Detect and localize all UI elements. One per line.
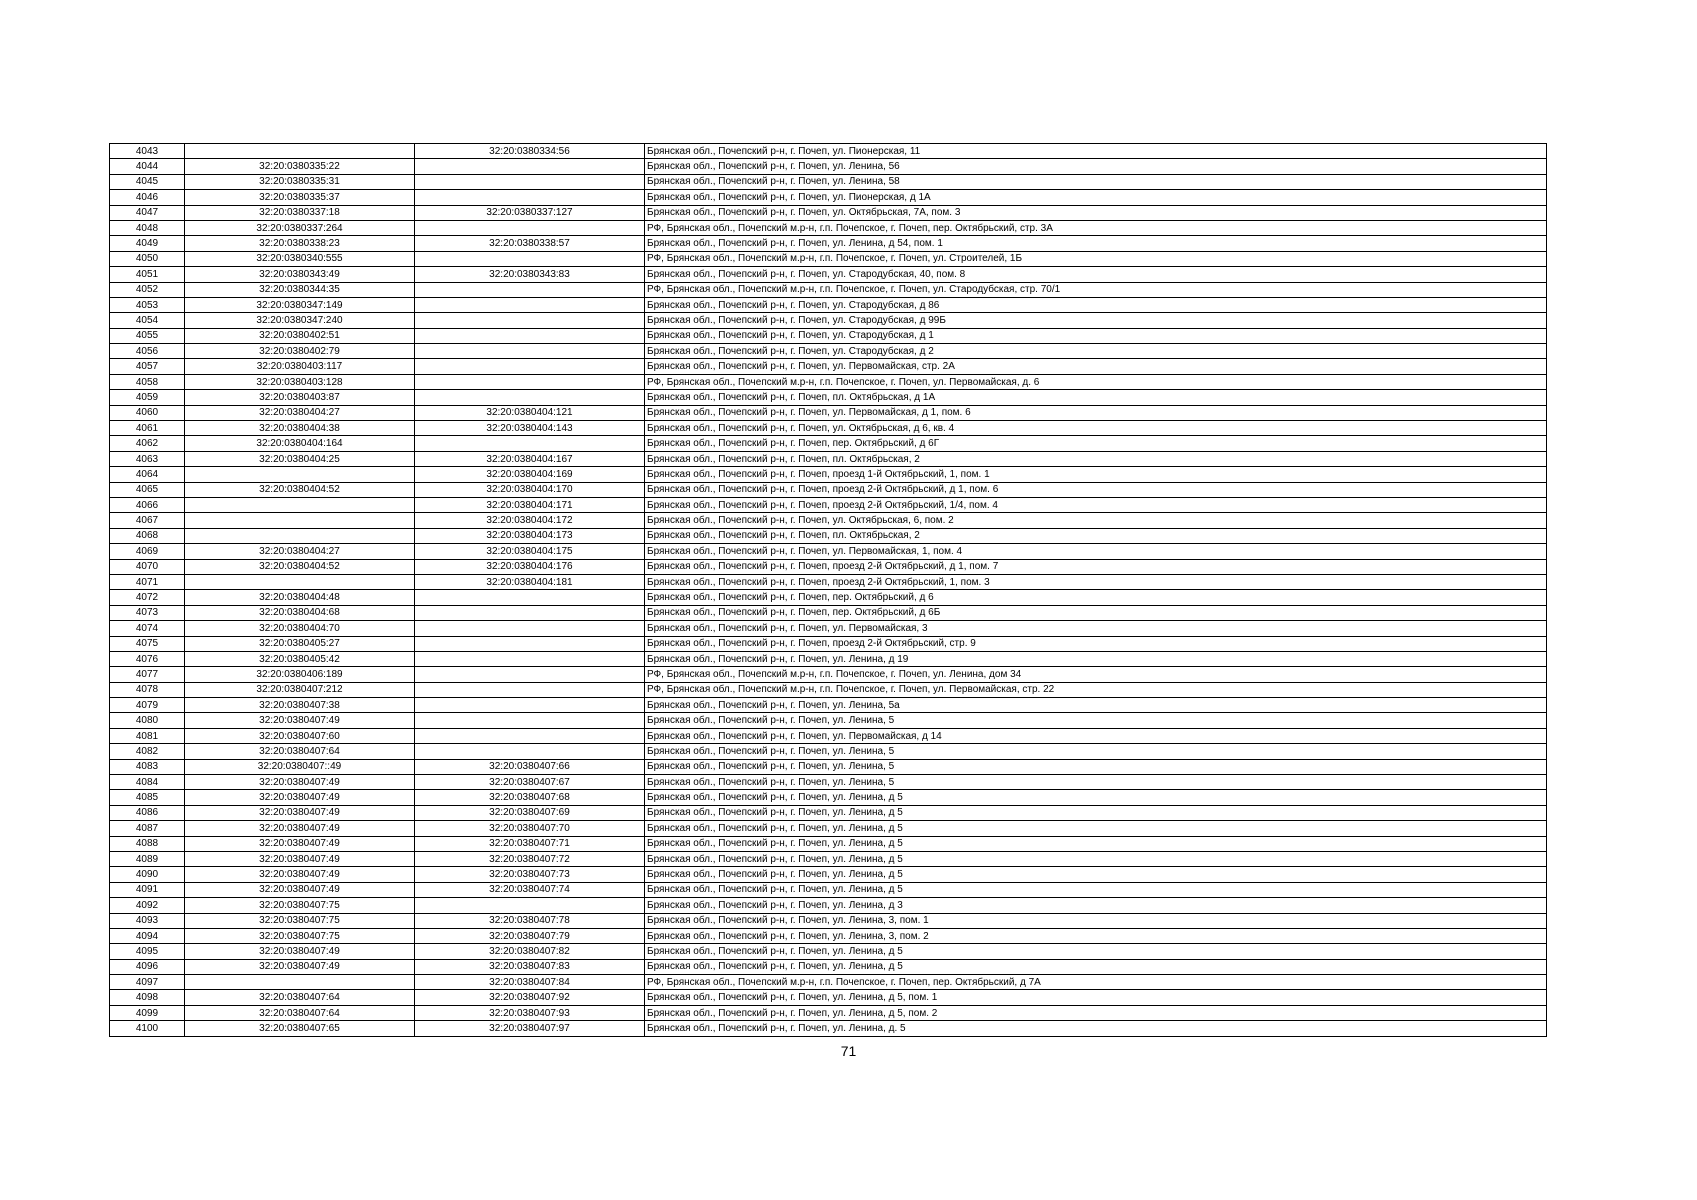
- object-cadastral-number-cell: [415, 344, 645, 359]
- object-cadastral-number-cell: [415, 297, 645, 312]
- table-row: [110, 267, 1547, 282]
- address-cell: РФ, Брянская обл., Почепский м.р-н, г.п. Почепское, г. Почеп, ул. Строителей, 1Б: [645, 251, 1547, 266]
- object-cadastral-number-cell: 32:20:0380407:79: [415, 928, 645, 943]
- row-number-cell: 4059: [110, 390, 185, 405]
- address-cell: Брянская обл., Почепский р-н, г. Почеп, пер. Октябрьский, д 6Б: [645, 605, 1547, 620]
- row-number-cell: 4060: [110, 405, 185, 420]
- object-cadastral-number-cell: 32:20:0380404:143: [415, 421, 645, 436]
- row-number-cell: 4065: [110, 482, 185, 497]
- table-row: [110, 790, 1547, 805]
- address-cell: Брянская обл., Почепский р-н, г. Почеп, ул. Стародубская, д 99Б: [645, 313, 1547, 328]
- address-cell: Брянская обл., Почепский р-н, г. Почеп, ул. Ленина, 5: [645, 775, 1547, 790]
- row-number-cell: 4096: [110, 959, 185, 974]
- object-cadastral-number-cell: 32:20:0380407:92: [415, 990, 645, 1005]
- row-number-cell: 4090: [110, 867, 185, 882]
- land-cadastral-number-cell: 32:20:0380407:49: [185, 959, 415, 974]
- table-row: [110, 236, 1547, 251]
- land-cadastral-number-cell: 32:20:0380403:117: [185, 359, 415, 374]
- land-cadastral-number-cell: 32:20:0380407:60: [185, 728, 415, 743]
- land-cadastral-number-cell: 32:20:0380407:49: [185, 713, 415, 728]
- table-row: [110, 805, 1547, 820]
- table-row: [110, 344, 1547, 359]
- address-cell: Брянская обл., Почепский р-н, г. Почеп, ул. Ленина, д 5: [645, 959, 1547, 974]
- land-cadastral-number-cell: 32:20:0380405:42: [185, 651, 415, 666]
- land-cadastral-number-cell: 32:20:0380404:25: [185, 451, 415, 466]
- row-number-cell: 4075: [110, 636, 185, 651]
- row-number-cell: 4067: [110, 513, 185, 528]
- row-number-cell: 4071: [110, 574, 185, 589]
- object-cadastral-number-cell: [415, 359, 645, 374]
- table-row: [110, 559, 1547, 574]
- address-cell: Брянская обл., Почепский р-н, г. Почеп, пер. Октябрьский, д 6Г: [645, 436, 1547, 451]
- land-cadastral-number-cell: 32:20:0380337:18: [185, 205, 415, 220]
- row-number-cell: 4044: [110, 159, 185, 174]
- land-cadastral-number-cell: [185, 975, 415, 990]
- object-cadastral-number-cell: 32:20:0380343:83: [415, 267, 645, 282]
- table-row: [110, 744, 1547, 759]
- object-cadastral-number-cell: 32:20:0380407:67: [415, 775, 645, 790]
- address-cell: Брянская обл., Почепский р-н, г. Почеп, ул. Стародубская, д 2: [645, 344, 1547, 359]
- address-cell: Брянская обл., Почепский р-н, г. Почеп, ул. Ленина, д 5: [645, 882, 1547, 897]
- address-cell: Брянская обл., Почепский р-н, г. Почеп, ул. Первомайская, 1, пом. 4: [645, 544, 1547, 559]
- row-number-cell: 4056: [110, 344, 185, 359]
- address-cell: Брянская обл., Почепский р-н, г. Почеп, ул. Ленина, д 3: [645, 898, 1547, 913]
- land-cadastral-number-cell: 32:20:0380404:164: [185, 436, 415, 451]
- table-row: [110, 297, 1547, 312]
- object-cadastral-number-cell: [415, 328, 645, 343]
- address-cell: РФ, Брянская обл., Почепский м.р-н, г.п. Почепское, г. Почеп, пер. Октябрьский, д 7А: [645, 975, 1547, 990]
- table-row: [110, 621, 1547, 636]
- table-row: [110, 436, 1547, 451]
- row-number-cell: 4061: [110, 421, 185, 436]
- object-cadastral-number-cell: 32:20:0380338:57: [415, 236, 645, 251]
- row-number-cell: 4058: [110, 374, 185, 389]
- row-number-cell: 4076: [110, 651, 185, 666]
- object-cadastral-number-cell: 32:20:0380407:70: [415, 821, 645, 836]
- table-row: [110, 544, 1547, 559]
- table-row: [110, 451, 1547, 466]
- row-number-cell: 4057: [110, 359, 185, 374]
- table-row: [110, 467, 1547, 482]
- address-cell: Брянская обл., Почепский р-н, г. Почеп, пл. Октябрьская, 2: [645, 451, 1547, 466]
- object-cadastral-number-cell: 32:20:0380407:84: [415, 975, 645, 990]
- address-cell: Брянская обл., Почепский р-н, г. Почеп, проезд 2-й Октябрьский, 1/4, пом. 4: [645, 497, 1547, 512]
- object-cadastral-number-cell: 32:20:0380404:181: [415, 574, 645, 589]
- table-row: [110, 605, 1547, 620]
- row-number-cell: 4066: [110, 497, 185, 512]
- land-cadastral-number-cell: [185, 144, 415, 159]
- row-number-cell: 4046: [110, 190, 185, 205]
- row-number-cell: 4085: [110, 790, 185, 805]
- object-cadastral-number-cell: 32:20:0380407:66: [415, 759, 645, 774]
- address-cell: Брянская обл., Почепский р-н, г. Почеп, ул. Ленина, 5а: [645, 698, 1547, 713]
- object-cadastral-number-cell: 32:20:0380407:74: [415, 882, 645, 897]
- address-cell: Брянская обл., Почепский р-н, г. Почеп, ул. Ленина, 5: [645, 744, 1547, 759]
- row-number-cell: 4098: [110, 990, 185, 1005]
- row-number-cell: 4082: [110, 744, 185, 759]
- table-row: [110, 836, 1547, 851]
- table-row: [110, 851, 1547, 866]
- object-cadastral-number-cell: 32:20:0380404:170: [415, 482, 645, 497]
- address-cell: Брянская обл., Почепский р-н, г. Почеп, ул. Ленина, д 5: [645, 851, 1547, 866]
- table-row: [110, 144, 1547, 159]
- row-number-cell: 4081: [110, 728, 185, 743]
- address-cell: Брянская обл., Почепский р-н, г. Почеп, проезд 2-й Октябрьский, д 1, пом. 7: [645, 559, 1547, 574]
- land-cadastral-number-cell: 32:20:0380404:27: [185, 405, 415, 420]
- table-row: [110, 759, 1547, 774]
- land-cadastral-number-cell: 32:20:0380407:38: [185, 698, 415, 713]
- object-cadastral-number-cell: [415, 174, 645, 189]
- table-row: [110, 574, 1547, 589]
- land-cadastral-number-cell: 32:20:0380407:64: [185, 990, 415, 1005]
- address-cell: Брянская обл., Почепский р-н, г. Почеп, ул. Стародубская, 40, пом. 8: [645, 267, 1547, 282]
- address-cell: РФ, Брянская обл., Почепский м.р-н, г.п. Почепское, г. Почеп, ул. Первомайская, д. 6: [645, 374, 1547, 389]
- land-cadastral-number-cell: 32:20:0380335:37: [185, 190, 415, 205]
- table-row: [110, 959, 1547, 974]
- table-row: [110, 913, 1547, 928]
- row-number-cell: 4078: [110, 682, 185, 697]
- land-cadastral-number-cell: 32:20:0380407:75: [185, 898, 415, 913]
- land-cadastral-number-cell: 32:20:0380403:128: [185, 374, 415, 389]
- land-cadastral-number-cell: 32:20:0380407:49: [185, 775, 415, 790]
- row-number-cell: 4054: [110, 313, 185, 328]
- row-number-cell: 4099: [110, 1005, 185, 1020]
- object-cadastral-number-cell: 32:20:0380404:172: [415, 513, 645, 528]
- object-cadastral-number-cell: [415, 436, 645, 451]
- row-number-cell: 4094: [110, 928, 185, 943]
- object-cadastral-number-cell: [415, 744, 645, 759]
- land-cadastral-number-cell: 32:20:0380403:87: [185, 390, 415, 405]
- land-cadastral-number-cell: 32:20:0380407:49: [185, 867, 415, 882]
- table-row: [110, 328, 1547, 343]
- table-row: [110, 590, 1547, 605]
- row-number-cell: 4093: [110, 913, 185, 928]
- table-row: [110, 174, 1547, 189]
- land-cadastral-number-cell: 32:20:0380407:49: [185, 882, 415, 897]
- object-cadastral-number-cell: [415, 282, 645, 297]
- row-number-cell: 4086: [110, 805, 185, 820]
- row-number-cell: 4050: [110, 251, 185, 266]
- table-row: [110, 636, 1547, 651]
- object-cadastral-number-cell: 32:20:0380407:69: [415, 805, 645, 820]
- land-cadastral-number-cell: 32:20:0380407:212: [185, 682, 415, 697]
- table-row: [110, 698, 1547, 713]
- land-cadastral-number-cell: 32:20:0380347:240: [185, 313, 415, 328]
- address-cell: Брянская обл., Почепский р-н, г. Почеп, пл. Октябрьская, 2: [645, 528, 1547, 543]
- address-cell: РФ, Брянская обл., Почепский м.р-н, г.п. Почепское, г. Почеп, ул. Первомайская, стр. 22: [645, 682, 1547, 697]
- address-cell: Брянская обл., Почепский р-н, г. Почеп, ул. Первомайская, д 14: [645, 728, 1547, 743]
- row-number-cell: 4070: [110, 559, 185, 574]
- row-number-cell: 4051: [110, 267, 185, 282]
- land-cadastral-number-cell: 32:20:0380404:52: [185, 559, 415, 574]
- land-cadastral-number-cell: 32:20:0380344:35: [185, 282, 415, 297]
- object-cadastral-number-cell: [415, 374, 645, 389]
- table-row: [110, 359, 1547, 374]
- table-row: [110, 990, 1547, 1005]
- object-cadastral-number-cell: 32:20:0380404:175: [415, 544, 645, 559]
- table-row: [110, 928, 1547, 943]
- object-cadastral-number-cell: [415, 621, 645, 636]
- table-row: [110, 405, 1547, 420]
- address-cell: Брянская обл., Почепский р-н, г. Почеп, ул. Октябрьская, д 6, кв. 4: [645, 421, 1547, 436]
- object-cadastral-number-cell: [415, 590, 645, 605]
- address-cell: Брянская обл., Почепский р-н, г. Почеп, ул. Ленина, 58: [645, 174, 1547, 189]
- table-row: [110, 713, 1547, 728]
- table-row: [110, 882, 1547, 897]
- table-row: [110, 528, 1547, 543]
- object-cadastral-number-cell: [415, 713, 645, 728]
- address-cell: Брянская обл., Почепский р-н, г. Почеп, ул. Октябрьская, 6, пом. 2: [645, 513, 1547, 528]
- land-cadastral-number-cell: 32:20:0380347:149: [185, 297, 415, 312]
- row-number-cell: 4080: [110, 713, 185, 728]
- address-cell: Брянская обл., Почепский р-н, г. Почеп, проезд 2-й Октябрьский, д 1, пом. 6: [645, 482, 1547, 497]
- address-cell: Брянская обл., Почепский р-н, г. Почеп, ул. Пионерская, д 1А: [645, 190, 1547, 205]
- land-cadastral-number-cell: 32:20:0380404:68: [185, 605, 415, 620]
- object-cadastral-number-cell: [415, 682, 645, 697]
- object-cadastral-number-cell: 32:20:0380407:93: [415, 1005, 645, 1020]
- object-cadastral-number-cell: 32:20:0380404:176: [415, 559, 645, 574]
- object-cadastral-number-cell: [415, 159, 645, 174]
- address-cell: Брянская обл., Почепский р-н, г. Почеп, ул. Ленина, д 5: [645, 805, 1547, 820]
- land-cadastral-number-cell: 32:20:0380337:264: [185, 220, 415, 235]
- land-cadastral-number-cell: [185, 467, 415, 482]
- land-cadastral-number-cell: 32:20:0380407:64: [185, 744, 415, 759]
- row-number-cell: 4083: [110, 759, 185, 774]
- land-cadastral-number-cell: 32:20:0380407:49: [185, 851, 415, 866]
- table-row: [110, 374, 1547, 389]
- land-cadastral-number-cell: 32:20:0380338:23: [185, 236, 415, 251]
- table-row: [110, 728, 1547, 743]
- address-cell: Брянская обл., Почепский р-н, г. Почеп, проезд 2-й Октябрьский, 1, пом. 3: [645, 574, 1547, 589]
- address-cell: Брянская обл., Почепский р-н, г. Почеп, пл. Октябрьская, д 1А: [645, 390, 1547, 405]
- land-cadastral-number-cell: [185, 528, 415, 543]
- address-cell: Брянская обл., Почепский р-н, г. Почеп, ул. Пионерская, 11: [645, 144, 1547, 159]
- row-number-cell: 4063: [110, 451, 185, 466]
- address-cell: Брянская обл., Почепский р-н, г. Почеп, ул. Ленина, д 5: [645, 790, 1547, 805]
- object-cadastral-number-cell: [415, 698, 645, 713]
- address-cell: Брянская обл., Почепский р-н, г. Почеп, ул. Ленина, д 5, пом. 1: [645, 990, 1547, 1005]
- object-cadastral-number-cell: 32:20:0380407:97: [415, 1021, 645, 1036]
- table-row: [110, 975, 1547, 990]
- table-row: [110, 282, 1547, 297]
- land-cadastral-number-cell: 32:20:0380340:555: [185, 251, 415, 266]
- land-cadastral-number-cell: 32:20:0380335:31: [185, 174, 415, 189]
- object-cadastral-number-cell: 32:20:0380404:167: [415, 451, 645, 466]
- land-cadastral-number-cell: 32:20:0380404:38: [185, 421, 415, 436]
- land-cadastral-number-cell: 32:20:0380407:49: [185, 836, 415, 851]
- address-cell: Брянская обл., Почепский р-н, г. Почеп, ул. Ленина, д 5: [645, 867, 1547, 882]
- address-cell: Брянская обл., Почепский р-н, г. Почеп, ул. Ленина, 56: [645, 159, 1547, 174]
- row-number-cell: 4073: [110, 605, 185, 620]
- table-row: [110, 482, 1547, 497]
- page-number: 71: [840, 1043, 857, 1059]
- table-row: [110, 1021, 1547, 1036]
- land-cadastral-number-cell: [185, 497, 415, 512]
- table-row: [110, 898, 1547, 913]
- object-cadastral-number-cell: 32:20:0380407:73: [415, 867, 645, 882]
- table-row: [110, 313, 1547, 328]
- row-number-cell: 4079: [110, 698, 185, 713]
- object-cadastral-number-cell: [415, 728, 645, 743]
- land-cadastral-number-cell: 32:20:0380407:49: [185, 821, 415, 836]
- row-number-cell: 4053: [110, 297, 185, 312]
- row-number-cell: 4087: [110, 821, 185, 836]
- table-row: [110, 651, 1547, 666]
- address-cell: Брянская обл., Почепский р-н, г. Почеп, ул. Первомайская, стр. 2А: [645, 359, 1547, 374]
- object-cadastral-number-cell: [415, 898, 645, 913]
- address-cell: Брянская обл., Почепский р-н, г. Почеп, ул. Стародубская, д 1: [645, 328, 1547, 343]
- address-cell: Брянская обл., Почепский р-н, г. Почеп, ул. Ленина, 5: [645, 713, 1547, 728]
- object-cadastral-number-cell: [415, 667, 645, 682]
- object-cadastral-number-cell: [415, 220, 645, 235]
- row-number-cell: 4062: [110, 436, 185, 451]
- address-cell: РФ, Брянская обл., Почепский м.р-н, г.п. Почепское, г. Почеп, ул. Ленина, дом 34: [645, 667, 1547, 682]
- address-cell: Брянская обл., Почепский р-н, г. Почеп, ул. Стародубская, д 86: [645, 297, 1547, 312]
- table-row: [110, 1005, 1547, 1020]
- object-cadastral-number-cell: 32:20:0380407:71: [415, 836, 645, 851]
- address-cell: Брянская обл., Почепский р-н, г. Почеп, пер. Октябрьский, д 6: [645, 590, 1547, 605]
- land-cadastral-number-cell: [185, 513, 415, 528]
- row-number-cell: 4052: [110, 282, 185, 297]
- row-number-cell: 4084: [110, 775, 185, 790]
- object-cadastral-number-cell: [415, 313, 645, 328]
- row-number-cell: 4064: [110, 467, 185, 482]
- land-cadastral-number-cell: 32:20:0380407:49: [185, 805, 415, 820]
- land-cadastral-number-cell: 32:20:0380335:22: [185, 159, 415, 174]
- land-cadastral-number-cell: 32:20:0380407:49: [185, 944, 415, 959]
- land-cadastral-number-cell: 32:20:0380407::49: [185, 759, 415, 774]
- object-cadastral-number-cell: [415, 190, 645, 205]
- table-row: [110, 421, 1547, 436]
- row-number-cell: 4077: [110, 667, 185, 682]
- land-cadastral-number-cell: 32:20:0380405:27: [185, 636, 415, 651]
- row-number-cell: 4100: [110, 1021, 185, 1036]
- land-cadastral-number-cell: 32:20:0380402:79: [185, 344, 415, 359]
- table-row: [110, 775, 1547, 790]
- object-cadastral-number-cell: 32:20:0380404:171: [415, 497, 645, 512]
- land-cadastral-number-cell: 32:20:0380406:189: [185, 667, 415, 682]
- address-cell: Брянская обл., Почепский р-н, г. Почеп, ул. Ленина, д. 5: [645, 1021, 1547, 1036]
- address-cell: Брянская обл., Почепский р-н, г. Почеп, ул. Ленина, 5: [645, 759, 1547, 774]
- land-cadastral-number-cell: 32:20:0380402:51: [185, 328, 415, 343]
- row-number-cell: 4055: [110, 328, 185, 343]
- land-cadastral-number-cell: 32:20:0380343:49: [185, 267, 415, 282]
- row-number-cell: 4092: [110, 898, 185, 913]
- object-cadastral-number-cell: 32:20:0380334:56: [415, 144, 645, 159]
- object-cadastral-number-cell: 32:20:0380337:127: [415, 205, 645, 220]
- object-cadastral-number-cell: [415, 605, 645, 620]
- row-number-cell: 4045: [110, 174, 185, 189]
- land-cadastral-number-cell: 32:20:0380404:52: [185, 482, 415, 497]
- object-cadastral-number-cell: 32:20:0380404:169: [415, 467, 645, 482]
- address-cell: РФ, Брянская обл., Почепский м.р-н, г.п. Почепское, г. Почеп, ул. Стародубская, стр. 70/1: [645, 282, 1547, 297]
- object-cadastral-number-cell: 32:20:0380404:173: [415, 528, 645, 543]
- address-cell: Брянская обл., Почепский р-н, г. Почеп, ул. Ленина, д 54, пом. 1: [645, 236, 1547, 251]
- cadastral-table: [109, 143, 1547, 1037]
- address-cell: Брянская обл., Почепский р-н, г. Почеп, ул. Первомайская, д 1, пом. 6: [645, 405, 1547, 420]
- land-cadastral-number-cell: 32:20:0380407:49: [185, 790, 415, 805]
- address-cell: Брянская обл., Почепский р-н, г. Почеп, проезд 1-й Октябрьский, 1, пом. 1: [645, 467, 1547, 482]
- table-row: [110, 944, 1547, 959]
- address-cell: Брянская обл., Почепский р-н, г. Почеп, ул. Ленина, д 5: [645, 821, 1547, 836]
- row-number-cell: 4095: [110, 944, 185, 959]
- object-cadastral-number-cell: 32:20:0380407:82: [415, 944, 645, 959]
- row-number-cell: 4088: [110, 836, 185, 851]
- address-cell: Брянская обл., Почепский р-н, г. Почеп, ул. Ленина, 3, пом. 2: [645, 928, 1547, 943]
- row-number-cell: 4069: [110, 544, 185, 559]
- table-row: [110, 205, 1547, 220]
- row-number-cell: 4047: [110, 205, 185, 220]
- object-cadastral-number-cell: 32:20:0380407:68: [415, 790, 645, 805]
- table-row: [110, 251, 1547, 266]
- object-cadastral-number-cell: 32:20:0380404:121: [415, 405, 645, 420]
- row-number-cell: 4097: [110, 975, 185, 990]
- table-row: [110, 220, 1547, 235]
- land-cadastral-number-cell: 32:20:0380407:75: [185, 913, 415, 928]
- land-cadastral-number-cell: 32:20:0380404:70: [185, 621, 415, 636]
- land-cadastral-number-cell: 32:20:0380404:27: [185, 544, 415, 559]
- address-cell: Брянская обл., Почепский р-н, г. Почеп, ул. Октябрьская, 7А, пом. 3: [645, 205, 1547, 220]
- land-cadastral-number-cell: 32:20:0380407:65: [185, 1021, 415, 1036]
- land-cadastral-number-cell: [185, 574, 415, 589]
- address-cell: Брянская обл., Почепский р-н, г. Почеп, ул. Ленина, 3, пом. 1: [645, 913, 1547, 928]
- object-cadastral-number-cell: 32:20:0380407:78: [415, 913, 645, 928]
- row-number-cell: 4089: [110, 851, 185, 866]
- row-number-cell: 4068: [110, 528, 185, 543]
- address-cell: Брянская обл., Почепский р-н, г. Почеп, ул. Ленина, д 19: [645, 651, 1547, 666]
- address-cell: Брянская обл., Почепский р-н, г. Почеп, проезд 2-й Октябрьский, стр. 9: [645, 636, 1547, 651]
- table-row: [110, 682, 1547, 697]
- object-cadastral-number-cell: [415, 636, 645, 651]
- table-row: [110, 159, 1547, 174]
- address-cell: Брянская обл., Почепский р-н, г. Почеп, ул. Ленина, д 5: [645, 944, 1547, 959]
- table-row: [110, 821, 1547, 836]
- address-cell: Брянская обл., Почепский р-н, г. Почеп, ул. Ленина, д 5: [645, 836, 1547, 851]
- table-row: [110, 497, 1547, 512]
- object-cadastral-number-cell: 32:20:0380407:72: [415, 851, 645, 866]
- table-row: [110, 190, 1547, 205]
- address-cell: Брянская обл., Почепский р-н, г. Почеп, ул. Первомайская, 3: [645, 621, 1547, 636]
- address-cell: РФ, Брянская обл., Почепский м.р-н, г.п. Почепское, г. Почеп, пер. Октябрьский, стр. 3А: [645, 220, 1547, 235]
- row-number-cell: 4048: [110, 220, 185, 235]
- row-number-cell: 4072: [110, 590, 185, 605]
- address-cell: Брянская обл., Почепский р-н, г. Почеп, ул. Ленина, д 5, пом. 2: [645, 1005, 1547, 1020]
- row-number-cell: 4049: [110, 236, 185, 251]
- table-row: [110, 667, 1547, 682]
- object-cadastral-number-cell: [415, 251, 645, 266]
- cadastral-table-body: [110, 144, 1547, 1037]
- object-cadastral-number-cell: 32:20:0380407:83: [415, 959, 645, 974]
- land-cadastral-number-cell: 32:20:0380407:75: [185, 928, 415, 943]
- object-cadastral-number-cell: [415, 651, 645, 666]
- row-number-cell: 4091: [110, 882, 185, 897]
- table-row: [110, 390, 1547, 405]
- table-row: [110, 867, 1547, 882]
- object-cadastral-number-cell: [415, 390, 645, 405]
- land-cadastral-number-cell: 32:20:0380407:64: [185, 1005, 415, 1020]
- land-cadastral-number-cell: 32:20:0380404:48: [185, 590, 415, 605]
- row-number-cell: 4043: [110, 144, 185, 159]
- row-number-cell: 4074: [110, 621, 185, 636]
- table-row: [110, 513, 1547, 528]
